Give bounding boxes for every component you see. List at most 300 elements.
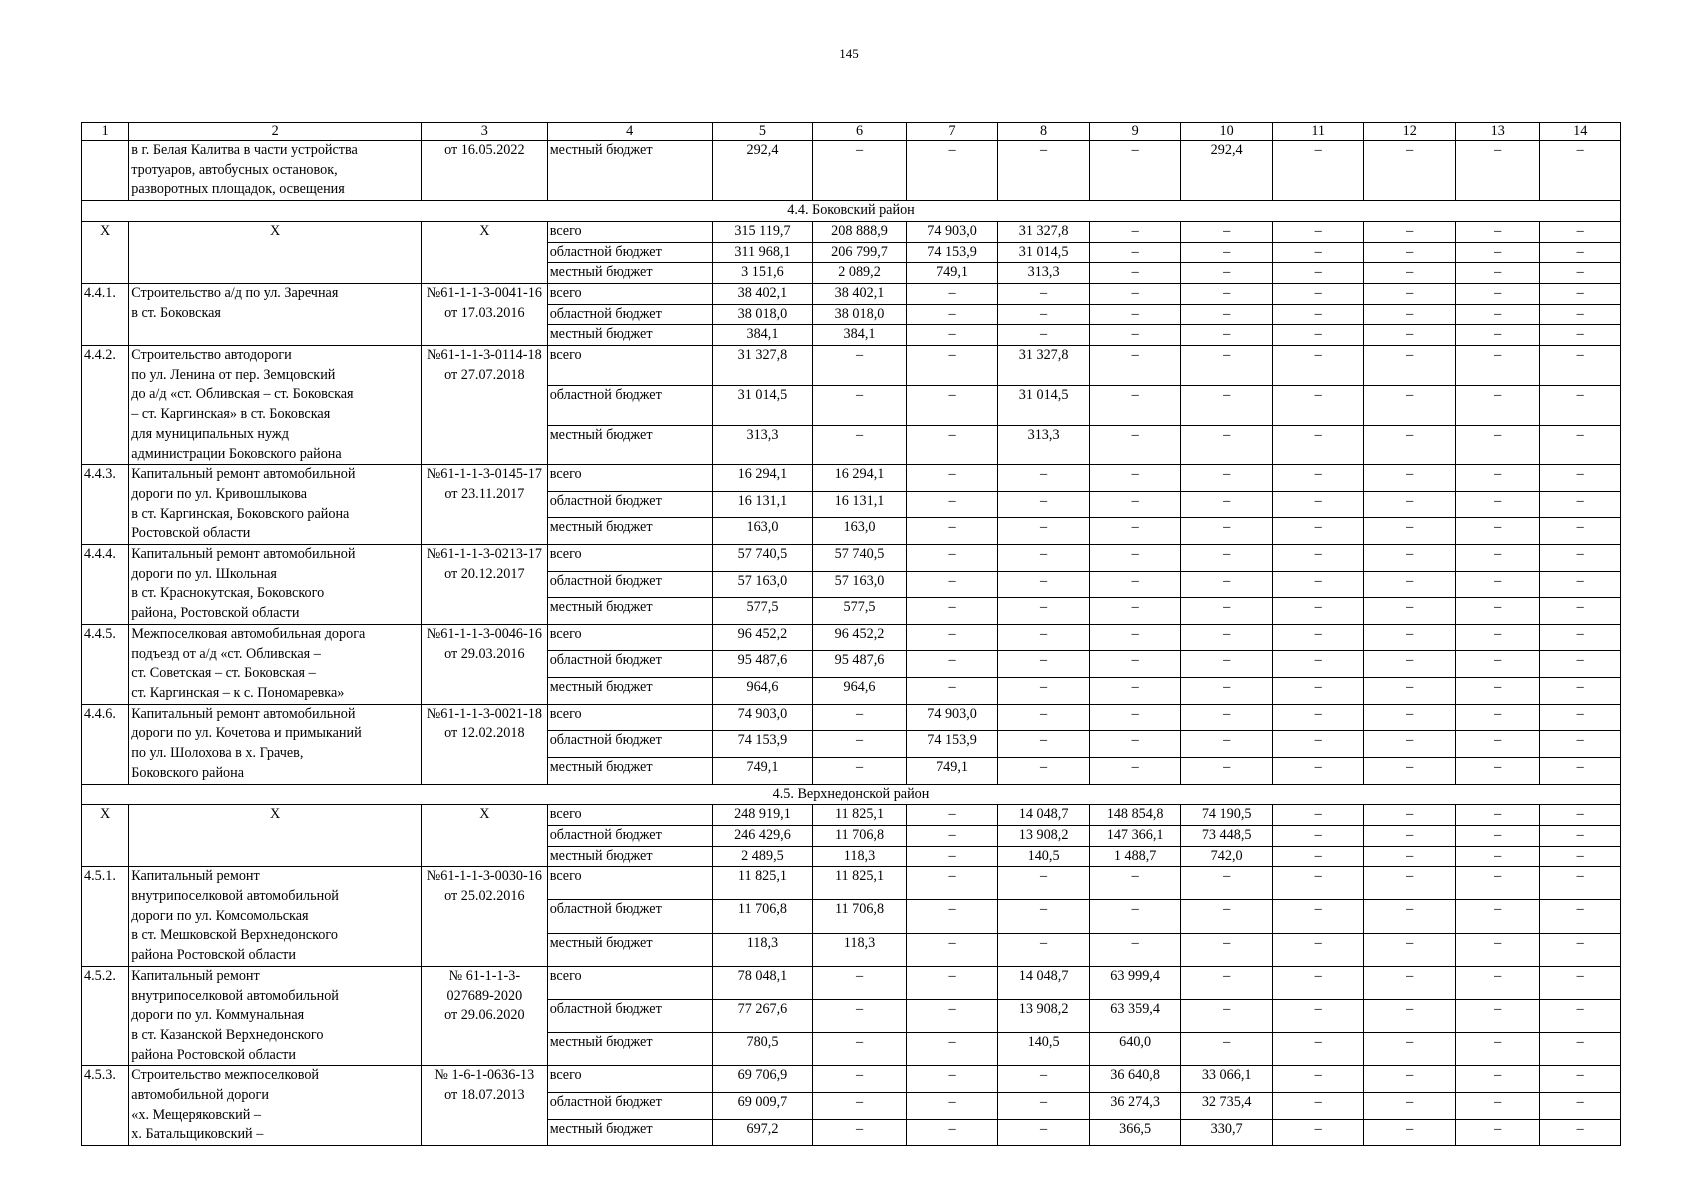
value-cell: –: [1272, 465, 1364, 492]
value-cell: 16 294,1: [712, 465, 813, 492]
value-cell: –: [1540, 731, 1621, 758]
value-cell: –: [813, 385, 907, 425]
column-header: 11: [1272, 123, 1364, 141]
value-cell: –: [1455, 1000, 1539, 1033]
value-cell: –: [1272, 825, 1364, 846]
item-number: 4.4.4.: [82, 545, 129, 625]
value-cell: –: [1364, 242, 1456, 263]
column-header: 7: [906, 123, 998, 141]
value-cell: 384,1: [813, 325, 907, 346]
value-cell: 292,4: [1181, 141, 1273, 201]
value-cell: –: [1089, 221, 1181, 242]
value-cell: –: [1272, 651, 1364, 678]
value-cell: 163,0: [712, 518, 813, 545]
value-cell: –: [1181, 1033, 1273, 1066]
value-cell: 74 153,9: [712, 731, 813, 758]
value-cell: –: [1272, 867, 1364, 900]
value-cell: –: [1364, 624, 1456, 651]
value-cell: –: [1272, 304, 1364, 325]
item-name: Строительство автодороги по ул. Ленина от пер. Земцовский до а/д «ст. Обливская – ст. Боковская – ст. Каргинская» в ст. Боковская для муниципальных нужд администрации Боковского района: [129, 346, 422, 465]
value-cell: –: [1455, 704, 1539, 731]
value-cell: 148 854,8: [1089, 805, 1181, 826]
value-cell: 74 153,9: [906, 242, 998, 263]
value-cell: –: [813, 346, 907, 386]
value-cell: –: [1455, 598, 1539, 625]
value-cell: –: [1272, 545, 1364, 572]
value-cell: –: [1181, 731, 1273, 758]
item-name: Капитальный ремонт автомобильной дороги по ул. Кривошлыкова в ст. Каргинская, Боковского района Ростовской области: [129, 465, 422, 545]
value-cell: –: [1272, 385, 1364, 425]
value-cell: –: [998, 933, 1090, 966]
value-cell: –: [1272, 242, 1364, 263]
value-cell: –: [1540, 221, 1621, 242]
value-cell: 140,5: [998, 846, 1090, 867]
value-cell: –: [1272, 425, 1364, 465]
value-cell: 57 163,0: [813, 571, 907, 598]
funding-source: местный бюджет: [547, 846, 712, 867]
value-cell: –: [998, 624, 1090, 651]
value-cell: –: [1455, 518, 1539, 545]
value-cell: –: [906, 1092, 998, 1119]
value-cell: 38 402,1: [712, 283, 813, 304]
value-cell: –: [1272, 933, 1364, 966]
value-cell: –: [1364, 283, 1456, 304]
table-row: [82, 966, 1621, 999]
value-cell: –: [1455, 1119, 1539, 1146]
value-cell: 31 014,5: [712, 385, 813, 425]
value-cell: –: [1364, 1000, 1456, 1033]
value-cell: 292,4: [712, 141, 813, 201]
funding-source: всего: [547, 545, 712, 572]
value-cell: –: [998, 141, 1090, 201]
item-document: №61-1-1-3-0021-18 от 12.02.2018: [421, 704, 547, 784]
value-cell: 38 018,0: [813, 304, 907, 325]
value-cell: 74 903,0: [906, 704, 998, 731]
column-header: 1: [82, 123, 129, 141]
funding-source: местный бюджет: [547, 263, 712, 284]
value-cell: –: [998, 571, 1090, 598]
column-header: 9: [1089, 123, 1181, 141]
value-cell: 11 706,8: [813, 825, 907, 846]
value-cell: –: [1364, 385, 1456, 425]
value-cell: 11 825,1: [712, 867, 813, 900]
value-cell: –: [1455, 283, 1539, 304]
value-cell: –: [906, 425, 998, 465]
funding-source: областной бюджет: [547, 491, 712, 518]
value-cell: 96 452,2: [813, 624, 907, 651]
value-cell: 31 014,5: [998, 242, 1090, 263]
value-cell: –: [906, 1000, 998, 1033]
funding-source: местный бюджет: [547, 678, 712, 705]
value-cell: 31 327,8: [998, 221, 1090, 242]
value-cell: –: [1364, 263, 1456, 284]
value-cell: –: [1181, 518, 1273, 545]
value-cell: –: [1181, 283, 1273, 304]
value-cell: –: [998, 757, 1090, 784]
value-cell: –: [906, 465, 998, 492]
value-cell: –: [1455, 805, 1539, 826]
value-cell: –: [1364, 678, 1456, 705]
item-number: [82, 141, 129, 201]
value-cell: 38 402,1: [813, 283, 907, 304]
value-cell: –: [1181, 545, 1273, 572]
value-cell: 577,5: [813, 598, 907, 625]
value-cell: 74 190,5: [1181, 805, 1273, 826]
value-cell: –: [1181, 242, 1273, 263]
value-cell: –: [1540, 1033, 1621, 1066]
budget-table: [81, 122, 1621, 1146]
column-header: 14: [1540, 123, 1621, 141]
value-cell: –: [1272, 141, 1364, 201]
value-cell: –: [1272, 624, 1364, 651]
value-cell: 36 274,3: [1089, 1092, 1181, 1119]
funding-source: областной бюджет: [547, 242, 712, 263]
item-document: Х: [421, 805, 547, 867]
value-cell: –: [1540, 966, 1621, 999]
value-cell: –: [1455, 678, 1539, 705]
value-cell: 246 429,6: [712, 825, 813, 846]
value-cell: 95 487,6: [813, 651, 907, 678]
funding-source: всего: [547, 805, 712, 826]
value-cell: –: [998, 731, 1090, 758]
item-number: Х: [82, 221, 129, 283]
value-cell: 16 294,1: [813, 465, 907, 492]
value-cell: –: [1540, 1066, 1621, 1093]
value-cell: –: [1540, 346, 1621, 386]
funding-source: областной бюджет: [547, 651, 712, 678]
value-cell: –: [813, 731, 907, 758]
value-cell: 78 048,1: [712, 966, 813, 999]
value-cell: –: [1089, 263, 1181, 284]
value-cell: –: [1455, 757, 1539, 784]
value-cell: –: [1540, 825, 1621, 846]
funding-source: местный бюджет: [547, 757, 712, 784]
value-cell: –: [1089, 598, 1181, 625]
value-cell: –: [998, 1119, 1090, 1146]
value-cell: 31 327,8: [712, 346, 813, 386]
value-cell: 640,0: [1089, 1033, 1181, 1066]
section-title: 4.4. Боковский район: [82, 201, 1621, 222]
table-row: [82, 141, 1621, 201]
value-cell: –: [1540, 518, 1621, 545]
value-cell: –: [1181, 491, 1273, 518]
value-cell: –: [1181, 325, 1273, 346]
value-cell: –: [906, 846, 998, 867]
item-number: 4.4.6.: [82, 704, 129, 784]
value-cell: –: [1455, 1092, 1539, 1119]
value-cell: –: [906, 933, 998, 966]
value-cell: 2 489,5: [712, 846, 813, 867]
value-cell: –: [813, 704, 907, 731]
value-cell: –: [1540, 545, 1621, 572]
value-cell: 74 903,0: [906, 221, 998, 242]
value-cell: –: [906, 825, 998, 846]
value-cell: –: [1089, 283, 1181, 304]
value-cell: –: [998, 598, 1090, 625]
value-cell: –: [906, 1033, 998, 1066]
funding-source: областной бюджет: [547, 385, 712, 425]
value-cell: –: [906, 1066, 998, 1093]
value-cell: –: [906, 624, 998, 651]
table-row: [82, 221, 1621, 242]
value-cell: 38 018,0: [712, 304, 813, 325]
value-cell: –: [1272, 731, 1364, 758]
value-cell: –: [1540, 325, 1621, 346]
value-cell: –: [1089, 518, 1181, 545]
column-header: 8: [998, 123, 1090, 141]
page-number: 145: [839, 46, 859, 61]
item-name: Капитальный ремонт внутрипоселковой автомобильной дороги по ул. Коммунальная в ст. Казанской Верхнедонского района Ростовской области: [129, 966, 422, 1066]
value-cell: –: [1181, 651, 1273, 678]
value-cell: –: [1455, 1033, 1539, 1066]
column-header: 2: [129, 123, 422, 141]
item-name: Капитальный ремонт автомобильной дороги по ул. Кочетова и примыканий по ул. Шолохова в х. Грачев, Боковского района: [129, 704, 422, 784]
value-cell: –: [1364, 825, 1456, 846]
value-cell: –: [1540, 491, 1621, 518]
value-cell: 140,5: [998, 1033, 1090, 1066]
value-cell: –: [906, 518, 998, 545]
value-cell: –: [1181, 704, 1273, 731]
value-cell: –: [1181, 624, 1273, 651]
value-cell: 63 999,4: [1089, 966, 1181, 999]
value-cell: –: [1540, 1000, 1621, 1033]
section-header-row: [82, 784, 1621, 805]
value-cell: –: [1089, 867, 1181, 900]
value-cell: –: [1540, 242, 1621, 263]
value-cell: –: [813, 141, 907, 201]
funding-source: всего: [547, 346, 712, 386]
value-cell: 31 327,8: [998, 346, 1090, 386]
value-cell: 57 740,5: [712, 545, 813, 572]
value-cell: –: [998, 1066, 1090, 1093]
column-header: 10: [1181, 123, 1273, 141]
item-document: от 16.05.2022: [421, 141, 547, 201]
value-cell: 33 066,1: [1181, 1066, 1273, 1093]
value-cell: –: [1364, 933, 1456, 966]
value-cell: –: [1181, 966, 1273, 999]
value-cell: –: [1455, 545, 1539, 572]
value-cell: –: [1455, 425, 1539, 465]
value-cell: –: [1455, 242, 1539, 263]
item-name: в г. Белая Калитва в части устройства тротуаров, автобусных остановок, разворотных площадок, освещения: [129, 141, 422, 201]
value-cell: –: [1364, 900, 1456, 933]
value-cell: 11 825,1: [813, 867, 907, 900]
value-cell: –: [1364, 221, 1456, 242]
table-row: [82, 545, 1621, 572]
value-cell: –: [1364, 304, 1456, 325]
value-cell: –: [1272, 805, 1364, 826]
value-cell: –: [1364, 966, 1456, 999]
value-cell: –: [1540, 933, 1621, 966]
value-cell: 77 267,6: [712, 1000, 813, 1033]
value-cell: –: [906, 571, 998, 598]
value-cell: –: [1089, 624, 1181, 651]
funding-source: всего: [547, 704, 712, 731]
value-cell: –: [906, 966, 998, 999]
value-cell: –: [1364, 757, 1456, 784]
section-title: 4.5. Верхнедонской район: [82, 784, 1621, 805]
item-name: Межпоселковая автомобильная дорога подъезд от а/д «ст. Обливская – ст. Советская – ст. Боковская – ст. Каргинская – к с. Пономаревка»: [129, 624, 422, 704]
value-cell: –: [1181, 900, 1273, 933]
value-cell: –: [1272, 325, 1364, 346]
value-cell: –: [998, 678, 1090, 705]
value-cell: –: [906, 678, 998, 705]
value-cell: 697,2: [712, 1119, 813, 1146]
value-cell: –: [1540, 900, 1621, 933]
value-cell: –: [1455, 141, 1539, 201]
value-cell: –: [1272, 263, 1364, 284]
value-cell: 118,3: [813, 933, 907, 966]
value-cell: 118,3: [712, 933, 813, 966]
value-cell: 13 908,2: [998, 1000, 1090, 1033]
value-cell: –: [906, 1119, 998, 1146]
value-cell: –: [1089, 731, 1181, 758]
value-cell: –: [813, 425, 907, 465]
value-cell: 74 153,9: [906, 731, 998, 758]
table-row: [82, 704, 1621, 731]
table-row: [82, 465, 1621, 492]
value-cell: –: [1455, 624, 1539, 651]
value-cell: –: [1272, 900, 1364, 933]
value-cell: –: [998, 325, 1090, 346]
item-number: 4.4.1.: [82, 283, 129, 345]
value-cell: –: [1272, 283, 1364, 304]
column-header: 12: [1364, 123, 1456, 141]
section-header-row: [82, 201, 1621, 222]
value-cell: –: [1364, 1119, 1456, 1146]
table-row: [82, 1066, 1621, 1093]
value-cell: 96 452,2: [712, 624, 813, 651]
column-header: 4: [547, 123, 712, 141]
value-cell: –: [1455, 221, 1539, 242]
value-cell: –: [1540, 1119, 1621, 1146]
value-cell: –: [1364, 731, 1456, 758]
value-cell: –: [813, 1000, 907, 1033]
value-cell: –: [1181, 465, 1273, 492]
value-cell: –: [1455, 846, 1539, 867]
item-number: 4.4.3.: [82, 465, 129, 545]
value-cell: –: [1455, 304, 1539, 325]
value-cell: –: [1540, 651, 1621, 678]
value-cell: 57 163,0: [712, 571, 813, 598]
value-cell: 964,6: [712, 678, 813, 705]
value-cell: 14 048,7: [998, 805, 1090, 826]
value-cell: –: [1364, 867, 1456, 900]
value-cell: 315 119,7: [712, 221, 813, 242]
value-cell: –: [1540, 385, 1621, 425]
item-name: Строительство межпоселковой автомобильной дороги «х. Мещеряковский – х. Батальщиковский –: [129, 1066, 422, 1146]
value-cell: 749,1: [906, 263, 998, 284]
value-cell: 366,5: [1089, 1119, 1181, 1146]
value-cell: –: [1364, 704, 1456, 731]
value-cell: 31 014,5: [998, 385, 1090, 425]
value-cell: 313,3: [998, 263, 1090, 284]
table-row: [82, 283, 1621, 304]
value-cell: –: [1540, 846, 1621, 867]
value-cell: –: [1540, 867, 1621, 900]
value-cell: 313,3: [998, 425, 1090, 465]
value-cell: 749,1: [712, 757, 813, 784]
value-cell: –: [1089, 141, 1181, 201]
value-cell: –: [1540, 624, 1621, 651]
funding-source: местный бюджет: [547, 141, 712, 201]
value-cell: –: [1455, 346, 1539, 386]
value-cell: 95 487,6: [712, 651, 813, 678]
value-cell: –: [1364, 846, 1456, 867]
value-cell: 14 048,7: [998, 966, 1090, 999]
value-cell: –: [1089, 304, 1181, 325]
value-cell: –: [1181, 221, 1273, 242]
value-cell: –: [906, 651, 998, 678]
value-cell: –: [1181, 385, 1273, 425]
item-document: №61-1-1-3-0030-16 от 25.02.2016: [421, 867, 547, 967]
column-header: 5: [712, 123, 813, 141]
value-cell: –: [1364, 491, 1456, 518]
funding-source: областной бюджет: [547, 825, 712, 846]
item-name: Капитальный ремонт внутрипоселковой автомобильной дороги по ул. Комсомольская в ст. Мешковской Верхнедонского района Ростовской области: [129, 867, 422, 967]
item-name: Строительство а/д по ул. Заречная в ст. Боковская: [129, 283, 422, 345]
value-cell: –: [1272, 704, 1364, 731]
value-cell: –: [1364, 571, 1456, 598]
funding-source: всего: [547, 867, 712, 900]
funding-source: областной бюджет: [547, 1000, 712, 1033]
item-document: № 1-6-1-0636-13 от 18.07.2013: [421, 1066, 547, 1146]
value-cell: –: [906, 598, 998, 625]
value-cell: 36 640,8: [1089, 1066, 1181, 1093]
value-cell: –: [1272, 491, 1364, 518]
value-cell: –: [906, 283, 998, 304]
value-cell: 147 366,1: [1089, 825, 1181, 846]
value-cell: –: [1089, 491, 1181, 518]
item-document: №61-1-1-3-0041-16 от 17.03.2016: [421, 283, 547, 345]
value-cell: 118,3: [813, 846, 907, 867]
item-number: Х: [82, 805, 129, 867]
item-number: 4.5.1.: [82, 867, 129, 967]
value-cell: 57 740,5: [813, 545, 907, 572]
value-cell: –: [1272, 346, 1364, 386]
value-cell: 74 903,0: [712, 704, 813, 731]
value-cell: –: [1455, 731, 1539, 758]
item-number: 4.5.3.: [82, 1066, 129, 1146]
value-cell: –: [1540, 263, 1621, 284]
value-cell: –: [1455, 966, 1539, 999]
value-cell: –: [1540, 598, 1621, 625]
value-cell: –: [1272, 598, 1364, 625]
value-cell: –: [998, 651, 1090, 678]
value-cell: –: [1364, 1066, 1456, 1093]
table-row: [82, 624, 1621, 651]
value-cell: –: [1272, 678, 1364, 705]
item-document: №61-1-1-3-0213-17 от 20.12.2017: [421, 545, 547, 625]
column-header-row: [82, 123, 1621, 141]
value-cell: –: [998, 900, 1090, 933]
value-cell: 2 089,2: [813, 263, 907, 284]
value-cell: –: [1455, 933, 1539, 966]
value-cell: –: [1089, 385, 1181, 425]
item-number: 4.4.5.: [82, 624, 129, 704]
column-header: 3: [421, 123, 547, 141]
value-cell: 384,1: [712, 325, 813, 346]
value-cell: 32 735,4: [1181, 1092, 1273, 1119]
value-cell: –: [906, 346, 998, 386]
value-cell: 780,5: [712, 1033, 813, 1066]
value-cell: –: [1089, 651, 1181, 678]
value-cell: –: [813, 966, 907, 999]
value-cell: –: [1364, 325, 1456, 346]
item-document: №61-1-1-3-0145-17 от 23.11.2017: [421, 465, 547, 545]
value-cell: –: [1455, 651, 1539, 678]
value-cell: –: [1455, 491, 1539, 518]
